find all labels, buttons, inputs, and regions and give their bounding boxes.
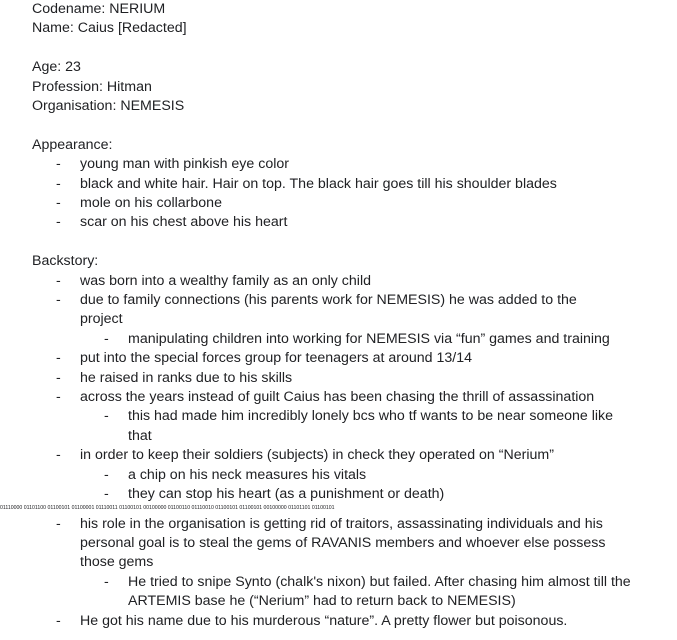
- list-item-text: young man with pinkish eye color: [80, 156, 289, 173]
- list-item: [32, 515, 622, 573]
- list-item: [32, 272, 672, 291]
- bullet-dash: -: [56, 447, 61, 464]
- list-item-text: this had made him incredibly lonely bcs who tf wants to be near someone like that: [128, 408, 613, 444]
- list-item-nested: [32, 466, 672, 485]
- bullet-dash: -: [104, 408, 109, 425]
- list-item: [32, 175, 672, 194]
- binary-code-line: 01110000 01101100 01100101 01100001 01110011 01100101 00100000 01100110 01110010 01100101 01100101 00100000 01101101 01100101: [0, 504, 335, 511]
- list-item: [32, 155, 672, 174]
- list-item-text: manipulating children into working for NEMESIS via “fun” games and training: [128, 330, 610, 347]
- list-item: [32, 213, 672, 232]
- bullet-dash: -: [104, 466, 109, 483]
- bullet-dash: -: [56, 175, 61, 192]
- bullet-dash: -: [104, 573, 109, 590]
- list-item-text: mole on his collarbone: [80, 195, 222, 212]
- list-item: [32, 446, 672, 465]
- bullet-dash: -: [56, 272, 61, 289]
- list-item-text: put into the special forces group for teenagers at around 13/14: [80, 350, 472, 367]
- list-item: [32, 369, 672, 388]
- list-item-nested: [32, 407, 638, 446]
- list-item-text: due to family connections (his parents work for NEMESIS) he was added to the project: [80, 292, 577, 328]
- profession-line: Profession: Hitman: [32, 78, 152, 95]
- list-item-text: scar on his chest above his heart: [80, 214, 288, 231]
- list-item: [32, 194, 672, 213]
- list-item: [32, 291, 618, 330]
- list-item-text: in order to keep their soldiers (subjects) in check they operated on “Nerium”: [80, 447, 554, 464]
- organisation-line: Organisation: NEMESIS: [32, 98, 185, 115]
- bullet-dash: -: [56, 156, 61, 173]
- list-item-text: across the years instead of guilt Caius has been chasing the thrill of assassination: [80, 389, 595, 406]
- list-item-text: black and white hair. Hair on top. The black hair goes till his shoulder blades: [80, 175, 557, 192]
- list-item: [32, 388, 672, 407]
- bullet-dash: -: [104, 486, 109, 503]
- list-item-text: they can stop his heart (as a punishment or death): [128, 486, 445, 503]
- list-item-text: He tried to snipe Synto (chalk's nixon) but failed. After chasing him almost till the ARTEMIS base he (“Nerium” had to return back to NEMESIS): [128, 573, 631, 610]
- spacer: [32, 116, 672, 135]
- bullet-dash: -: [56, 612, 61, 629]
- appearance-heading: Appearance:: [32, 136, 113, 153]
- bullet-dash: -: [56, 369, 61, 386]
- bullet-dash: -: [56, 515, 61, 532]
- list-item-text: he raised in ranks due to his skills: [80, 369, 293, 386]
- list-item: [32, 349, 672, 368]
- age-line: Age: 23: [32, 59, 81, 76]
- list-item: [32, 612, 672, 631]
- list-item-nested: [32, 485, 672, 504]
- list-item-text: his role in the organisation is getting rid of traitors, assassinating individuals and his personal goal is to steal the gems of RAVANIS members and whoever else possess those gems: [80, 515, 606, 571]
- codename-line: Codename: NERIUM: [32, 1, 166, 17]
- bullet-dash: -: [56, 195, 61, 212]
- spacer: [32, 39, 672, 58]
- name-line: Name: Caius [Redacted]: [32, 20, 187, 37]
- list-item-text: was born into a wealthy family as an only child: [80, 272, 371, 289]
- list-item-nested: [32, 330, 672, 349]
- bullet-dash: -: [56, 214, 61, 231]
- bullet-dash: -: [56, 350, 61, 367]
- list-item-nested: [32, 573, 658, 612]
- backstory-heading: Backstory:: [32, 253, 99, 270]
- bullet-dash: -: [56, 292, 61, 309]
- bullet-dash: -: [56, 389, 61, 406]
- spacer: [32, 233, 672, 252]
- list-item-text: a chip on his neck measures his vitals: [128, 466, 367, 483]
- list-item-text: He got his name due to his murderous “nature”. A pretty flower but poisonous.: [80, 612, 568, 629]
- bullet-dash: -: [104, 330, 109, 347]
